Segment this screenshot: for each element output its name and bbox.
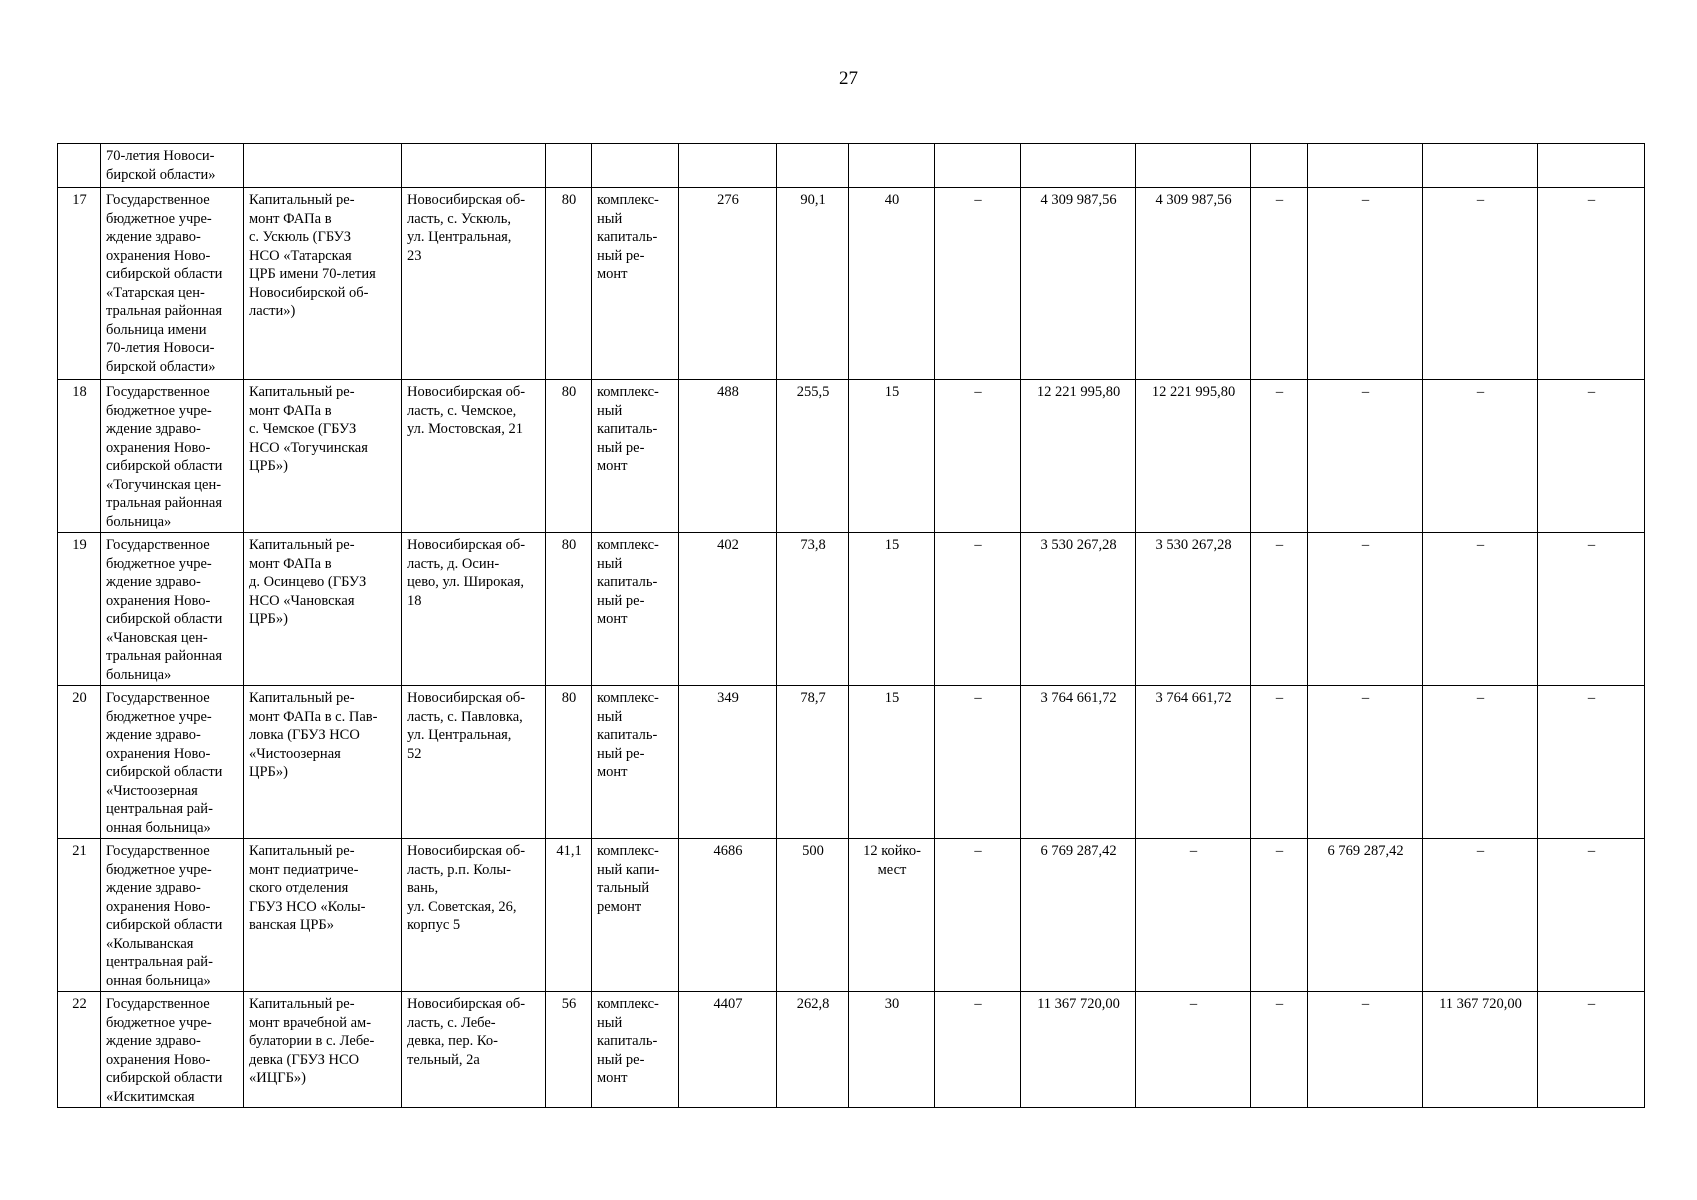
cell-total: 6 769 287,42	[1021, 839, 1136, 992]
cell-area	[679, 144, 777, 188]
cell-year-3: –	[1308, 992, 1423, 1108]
cell-col7: 78,7	[777, 686, 849, 839]
table-row-continuation	[58, 144, 1645, 188]
cell-address: Новосибирская об- ласть, д. Осин- цево, ул. Широкая, 18	[402, 533, 546, 686]
cell-work-type: комплекс- ный капиталь- ный ре- монт	[592, 188, 679, 380]
cell-year-5: –	[1538, 380, 1645, 533]
cell-col7: 262,8	[777, 992, 849, 1108]
cell-year-5: –	[1538, 686, 1645, 839]
cell-area: 4407	[679, 992, 777, 1108]
objects-table	[57, 143, 1645, 1108]
table-row-17	[58, 188, 1645, 380]
cell-institution: Государственное бюджетное учре- ждение здраво- охранения Ново- сибирской области «Искитимская	[101, 992, 244, 1108]
cell-area: 402	[679, 533, 777, 686]
cell-percent: 80	[546, 380, 592, 533]
cell-object: Капитальный ре- монт ФАПа в с. Пав- ловка (ГБУЗ НСО «Чистоозерная ЦРБ»)	[244, 686, 402, 839]
cell-institution: Государственное бюджетное учре- ждение здраво- охранения Ново- сибирской области «Тогучинская цен- тральная районная больница»	[101, 380, 244, 533]
cell-total: 11 367 720,00	[1021, 992, 1136, 1108]
cell-col9	[935, 144, 1021, 188]
cell-year-1: 4 309 987,56	[1136, 188, 1251, 380]
cell-col7: 90,1	[777, 188, 849, 380]
cell-percent: 41,1	[546, 839, 592, 992]
cell-percent	[546, 144, 592, 188]
cell-col9: –	[935, 380, 1021, 533]
cell-col9: –	[935, 188, 1021, 380]
cell-institution: 70-летия Новоси- бирской области»	[101, 144, 244, 188]
cell-capacity	[849, 144, 935, 188]
cell-year-3	[1308, 144, 1423, 188]
cell-percent: 80	[546, 533, 592, 686]
cell-year-4: –	[1423, 188, 1538, 380]
cell-year-5: –	[1538, 992, 1645, 1108]
cell-col7	[777, 144, 849, 188]
table-row-19	[58, 533, 1645, 686]
cell-percent: 80	[546, 686, 592, 839]
cell-col7: 73,8	[777, 533, 849, 686]
cell-address	[402, 144, 546, 188]
cell-year-4: –	[1423, 533, 1538, 686]
cell-year-5	[1538, 144, 1645, 188]
cell-object: Капитальный ре- монт ФАПа в с. Ускюль (ГБУЗ НСО «Татарская ЦРБ имени 70-летия Новосибирской об- ласти»)	[244, 188, 402, 380]
cell-year-2: –	[1251, 992, 1308, 1108]
cell-year-2: –	[1251, 533, 1308, 686]
cell-percent: 56	[546, 992, 592, 1108]
cell-capacity: 15	[849, 533, 935, 686]
cell-address: Новосибирская об- ласть, с. Павловка, ул. Центральная, 52	[402, 686, 546, 839]
cell-capacity: 30	[849, 992, 935, 1108]
cell-area: 4686	[679, 839, 777, 992]
cell-work-type: комплекс- ный капиталь- ный ре- монт	[592, 533, 679, 686]
cell-num: 21	[58, 839, 101, 992]
cell-num: 17	[58, 188, 101, 380]
cell-institution: Государственное бюджетное учре- ждение здраво- охранения Ново- сибирской области «Татарская цен- тральная районная больница имени 70-летия Новоси- бирской области»	[101, 188, 244, 380]
cell-address: Новосибирская об- ласть, с. Лебе- девка, пер. Ко- тельный, 2а	[402, 992, 546, 1108]
cell-total: 12 221 995,80	[1021, 380, 1136, 533]
cell-year-4: –	[1423, 839, 1538, 992]
cell-object: Капитальный ре- монт ФАПа в с. Чемское (ГБУЗ НСО «Тогучинская ЦРБ»)	[244, 380, 402, 533]
cell-col7: 500	[777, 839, 849, 992]
table-row-22	[58, 992, 1645, 1108]
cell-year-2: –	[1251, 839, 1308, 992]
cell-work-type: комплекс- ный капиталь- ный ре- монт	[592, 380, 679, 533]
cell-institution: Государственное бюджетное учре- ждение здраво- охранения Ново- сибирской области «Колыванская центральная рай- онная больница»	[101, 839, 244, 992]
cell-year-1: 3 764 661,72	[1136, 686, 1251, 839]
cell-object	[244, 144, 402, 188]
cell-year-2: –	[1251, 686, 1308, 839]
cell-col9: –	[935, 839, 1021, 992]
cell-year-2	[1251, 144, 1308, 188]
cell-total	[1021, 144, 1136, 188]
cell-col7: 255,5	[777, 380, 849, 533]
cell-percent: 80	[546, 188, 592, 380]
table-row-21	[58, 839, 1645, 992]
cell-object: Капитальный ре- монт ФАПа в д. Осинцево (ГБУЗ НСО «Чановская ЦРБ»)	[244, 533, 402, 686]
cell-total: 3 530 267,28	[1021, 533, 1136, 686]
cell-num: 19	[58, 533, 101, 686]
cell-year-4	[1423, 144, 1538, 188]
table-row-18	[58, 380, 1645, 533]
table-row-20	[58, 686, 1645, 839]
cell-capacity: 15	[849, 686, 935, 839]
cell-year-5: –	[1538, 839, 1645, 992]
cell-col9: –	[935, 533, 1021, 686]
cell-total: 3 764 661,72	[1021, 686, 1136, 839]
cell-work-type: комплекс- ный капиталь- ный ре- монт	[592, 992, 679, 1108]
cell-num: 18	[58, 380, 101, 533]
cell-year-3: –	[1308, 686, 1423, 839]
cell-work-type: комплекс- ный капиталь- ный ре- монт	[592, 686, 679, 839]
cell-area: 349	[679, 686, 777, 839]
cell-col9: –	[935, 686, 1021, 839]
cell-total: 4 309 987,56	[1021, 188, 1136, 380]
cell-year-1: –	[1136, 992, 1251, 1108]
cell-capacity: 12 койко- мест	[849, 839, 935, 992]
cell-year-2: –	[1251, 380, 1308, 533]
cell-year-1: 3 530 267,28	[1136, 533, 1251, 686]
cell-year-5: –	[1538, 533, 1645, 686]
cell-col9: –	[935, 992, 1021, 1108]
cell-year-2: –	[1251, 188, 1308, 380]
cell-num: 22	[58, 992, 101, 1108]
cell-year-4: 11 367 720,00	[1423, 992, 1538, 1108]
cell-year-1: 12 221 995,80	[1136, 380, 1251, 533]
cell-year-3: –	[1308, 188, 1423, 380]
cell-address: Новосибирская об- ласть, с. Ускюль, ул. Центральная, 23	[402, 188, 546, 380]
cell-object: Капитальный ре- монт педиатриче- ского отделения ГБУЗ НСО «Колы- ванская ЦРБ»	[244, 839, 402, 992]
cell-institution: Государственное бюджетное учре- ждение здраво- охранения Ново- сибирской области «Чановская цен- тральная районная больница»	[101, 533, 244, 686]
cell-year-1	[1136, 144, 1251, 188]
page-number: 27	[839, 68, 858, 89]
cell-work-type	[592, 144, 679, 188]
cell-num	[58, 144, 101, 188]
cell-year-4: –	[1423, 686, 1538, 839]
cell-year-3: –	[1308, 533, 1423, 686]
cell-work-type: комплекс- ный капи- тальный ремонт	[592, 839, 679, 992]
cell-year-1: –	[1136, 839, 1251, 992]
cell-year-3: 6 769 287,42	[1308, 839, 1423, 992]
cell-institution: Государственное бюджетное учре- ждение здраво- охранения Ново- сибирской области «Чистоозерная центральная рай- онная больница»	[101, 686, 244, 839]
cell-num: 20	[58, 686, 101, 839]
cell-year-3: –	[1308, 380, 1423, 533]
cell-area: 276	[679, 188, 777, 380]
cell-object: Капитальный ре- монт врачебной ам- булатории в с. Лебе- девка (ГБУЗ НСО «ИЦГБ»)	[244, 992, 402, 1108]
cell-year-5: –	[1538, 188, 1645, 380]
cell-address: Новосибирская об- ласть, с. Чемское, ул. Мостовская, 21	[402, 380, 546, 533]
cell-address: Новосибирская об- ласть, р.п. Колы- вань, ул. Советская, 26, корпус 5	[402, 839, 546, 992]
cell-capacity: 40	[849, 188, 935, 380]
cell-area: 488	[679, 380, 777, 533]
table-body	[58, 144, 1645, 1108]
cell-year-4: –	[1423, 380, 1538, 533]
cell-capacity: 15	[849, 380, 935, 533]
